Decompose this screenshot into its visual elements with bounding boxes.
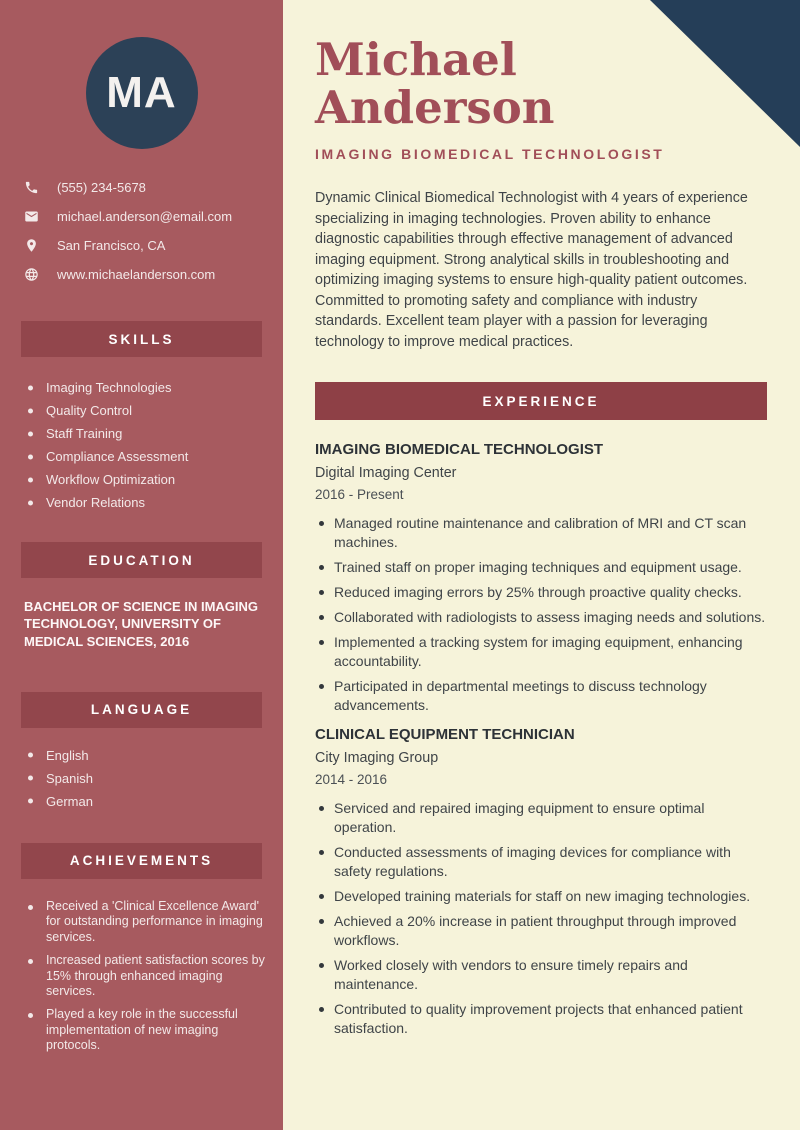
contact-row (24, 173, 283, 202)
job-dates: 2016 - Present (315, 487, 404, 502)
contact-section (24, 173, 283, 289)
job-dates: 2014 - 2016 (315, 772, 388, 787)
location-icon (24, 238, 39, 253)
contact-text: San Francisco, CA (57, 238, 166, 253)
phone-icon (24, 180, 39, 195)
skill-item: Workflow Optimization (26, 468, 262, 491)
contact-text: (555) 234-5678 (57, 180, 146, 195)
skill-item: Staff Training (26, 422, 262, 445)
sidebar (0, 0, 283, 1130)
achievement-item: Received a 'Clinical Excellence Award' for outstanding performance in imaging services. (26, 899, 265, 945)
language-item: Spanish (26, 767, 262, 790)
contact-text: michael.anderson@email.com (57, 209, 233, 224)
skills-list (26, 376, 262, 514)
job-bullet: Participated in departmental meetings to discuss technology advancements. (315, 677, 767, 715)
language-list (26, 744, 262, 813)
achievements-title: ACHIEVEMENTS (69, 853, 214, 869)
skills-title: SKILLS (108, 331, 175, 347)
avatar-initials: MA (106, 68, 177, 117)
experience-section-header (315, 382, 767, 420)
education-title: EDUCATION (88, 552, 195, 568)
achievements-section-header (21, 843, 262, 879)
achievement-item: Played a key role in the successful implementation of new imaging protocols. (26, 1007, 265, 1053)
job-bullet: Managed routine maintenance and calibration of MRI and CT scan machines. (315, 514, 767, 552)
job-company: City Imaging Group (315, 750, 439, 766)
job-bullet: Implemented a tracking system for imaging equipment, enhancing accountability. (315, 633, 767, 671)
language-item: German (26, 790, 262, 813)
summary-paragraph: Dynamic Clinical Biomedical Technologist with 4 years of experience specializing in imaging technologies. Proven ability to enhance diagnostic capabilities through effective management of advanced imaging equipment. Strong analytical skills in troubleshooting and optimizing imaging systems to ensure high-quality patient outcomes. Committed to promoting safety and compliance with industry standards. Excellent team player with a passion for leveraging technology to improve medical practices. (315, 190, 748, 350)
skill-item: Vendor Relations (26, 491, 262, 514)
job-bullet-list (315, 799, 767, 1038)
job-bullet: Developed training materials for staff on new imaging technologies. (315, 887, 767, 906)
job-role: CLINICAL EQUIPMENT TECHNICIAN (315, 726, 575, 743)
job-bullet: Reduced imaging errors by 25% through proactive quality checks. (315, 583, 767, 602)
job-bullet: Collaborated with radiologists to assess imaging needs and solutions. (315, 608, 767, 627)
globe-icon (24, 267, 39, 282)
language-section-header (21, 692, 262, 728)
person-headline: IMAGING BIOMEDICAL TECHNOLOGIST (315, 146, 665, 162)
job-bullet: Serviced and repaired imaging equipment to ensure optimal operation. (315, 799, 767, 837)
job-entry (315, 440, 767, 715)
job-bullet: Worked closely with vendors to ensure timely repairs and maintenance. (315, 956, 767, 994)
job-bullet: Contributed to quality improvement projects that enhanced patient satisfaction. (315, 1000, 767, 1038)
language-item: English (26, 744, 262, 767)
job-role: IMAGING BIOMEDICAL TECHNOLOGIST (315, 441, 604, 458)
skill-item: Quality Control (26, 399, 262, 422)
skill-item: Compliance Assessment (26, 445, 262, 468)
language-title: LANGUAGE (90, 702, 193, 718)
job-entry (315, 725, 767, 1038)
education-section-header (21, 542, 262, 578)
contact-text: www.michaelanderson.com (57, 267, 216, 282)
achievements-list (26, 899, 265, 1054)
job-company: Digital Imaging Center (315, 465, 457, 481)
job-bullet: Achieved a 20% increase in patient throughput through improved workflows. (315, 912, 767, 950)
job-bullet-list (315, 514, 767, 715)
job-bullet: Trained staff on proper imaging techniques and equipment usage. (315, 558, 767, 577)
skill-item: Imaging Technologies (26, 376, 262, 399)
achievement-item: Increased patient satisfaction scores by 15% through enhanced imaging services. (26, 953, 265, 999)
person-name: Michael Anderson (315, 33, 555, 134)
avatar (86, 37, 198, 149)
main-column (283, 0, 800, 1130)
skills-section-header (21, 321, 262, 357)
contact-row (24, 260, 283, 289)
experience-title: EXPERIENCE (482, 393, 600, 409)
email-icon (24, 209, 39, 224)
job-bullet: Conducted assessments of imaging devices for compliance with safety regulations. (315, 843, 767, 881)
contact-row (24, 202, 283, 231)
contact-row (24, 231, 283, 260)
education-degree: BACHELOR OF SCIENCE IN IMAGING TECHNOLOGY, UNIVERSITY OF MEDICAL SCIENCES, 2016 (24, 599, 259, 649)
